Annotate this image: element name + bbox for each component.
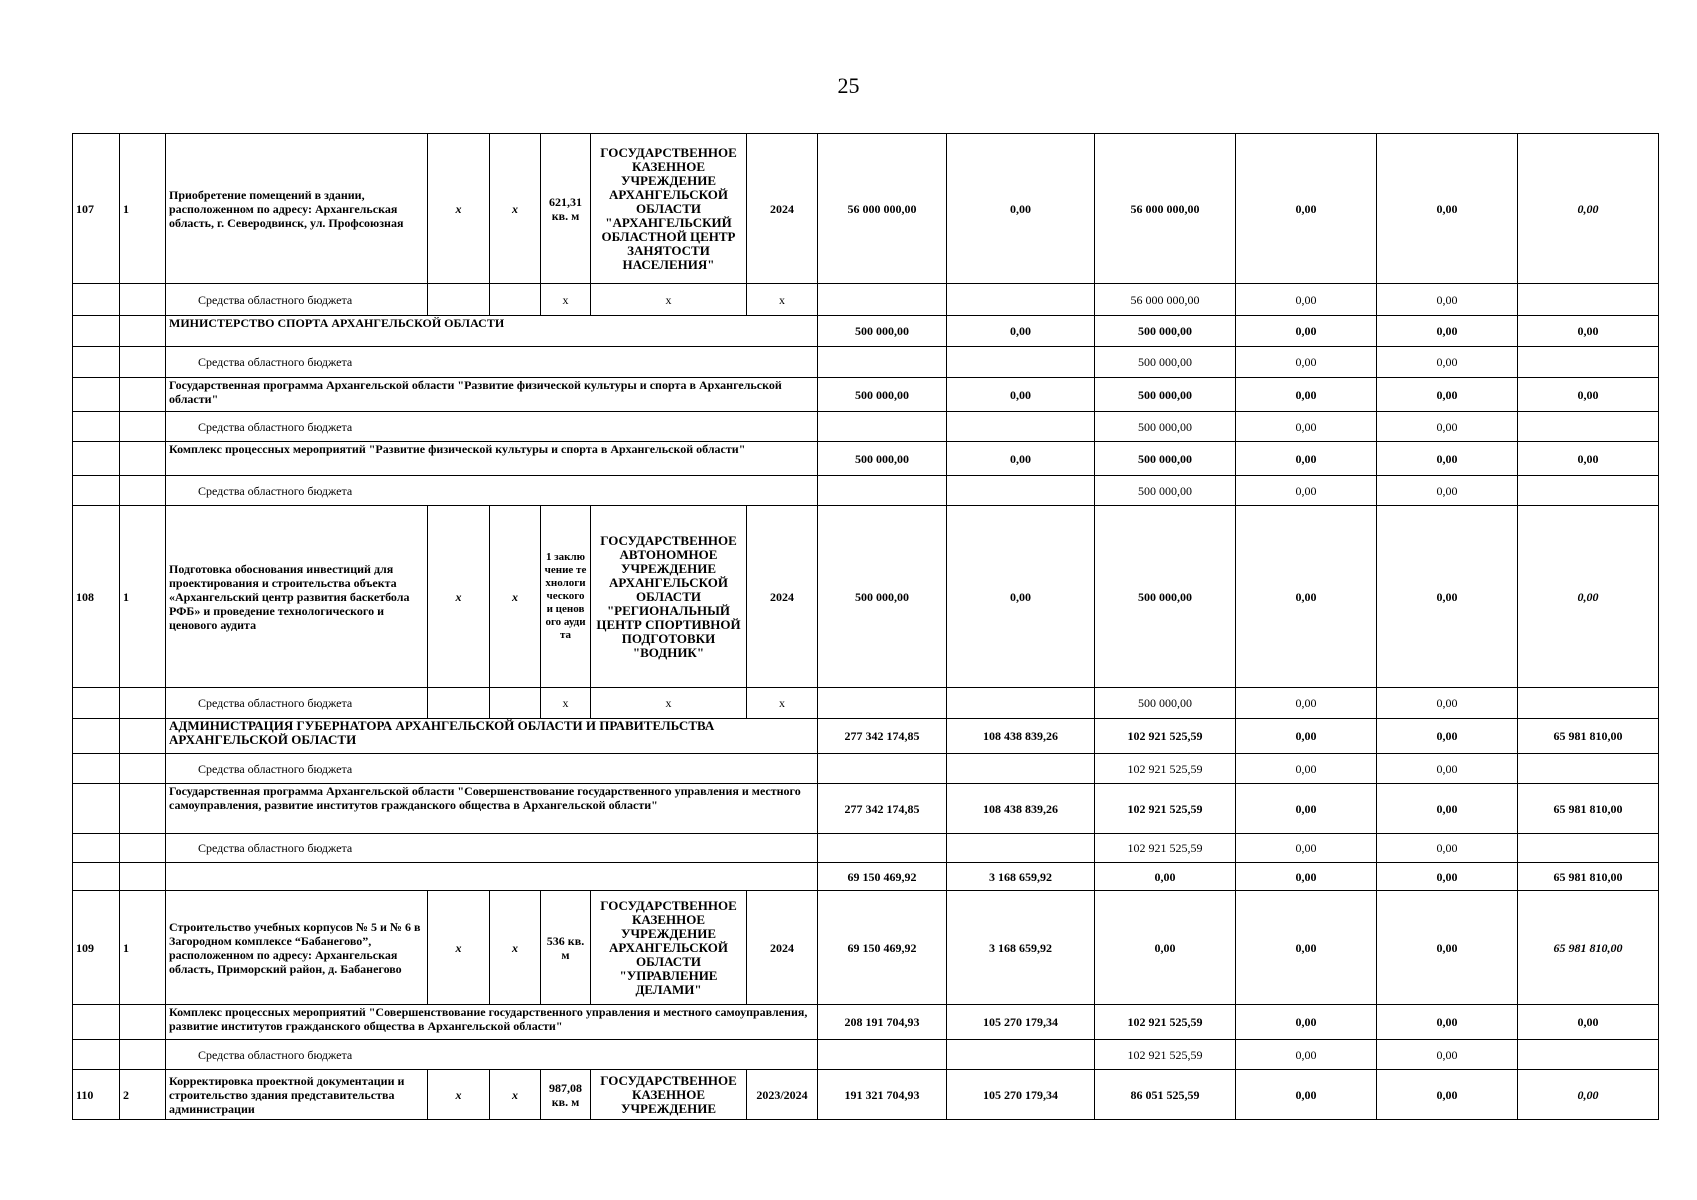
value-3: 0,00: [1236, 1040, 1377, 1070]
value-2: 102 921 525,59: [1095, 1005, 1236, 1040]
value-1: 0,00: [947, 316, 1095, 347]
total: 500 000,00: [818, 378, 947, 412]
value-3: 0,00: [1236, 476, 1377, 506]
value-2: 500 000,00: [1095, 506, 1236, 688]
value-2: 86 051 525,59: [1095, 1070, 1236, 1120]
value-1: 3 168 659,92: [947, 891, 1095, 1005]
capacity: 621,31 кв. м: [541, 134, 591, 284]
value-4: 0,00: [1377, 378, 1518, 412]
value-2: 102 921 525,59: [1095, 719, 1236, 754]
value-5: 0,00: [1518, 1070, 1659, 1120]
value-5: 65 981 810,00: [1518, 891, 1659, 1005]
funding-source: Средства областного бюджета: [166, 834, 818, 863]
value-2: 102 921 525,59: [1095, 754, 1236, 784]
table-row: [73, 442, 1659, 476]
cell-x: x: [747, 284, 818, 316]
value-4: 0,00: [1377, 719, 1518, 754]
value-4: 0,00: [1377, 412, 1518, 442]
value-1: 3 168 659,92: [947, 863, 1095, 891]
value-3: 0,00: [1236, 347, 1377, 378]
year: 2024: [747, 891, 818, 1005]
value-2: 56 000 000,00: [1095, 134, 1236, 284]
program-title: Государственная программа Архангельской области "Развитие физической культуры и спорта в Архангельской области": [166, 378, 818, 412]
row-subnumber: 2: [120, 1070, 166, 1120]
value-5: 65 981 810,00: [1518, 719, 1659, 754]
value-4: 0,00: [1377, 784, 1518, 834]
value-2: 102 921 525,59: [1095, 784, 1236, 834]
section-title: АДМИНИСТРАЦИЯ ГУБЕРНАТОРА АРХАНГЕЛЬСКОЙ ОБЛАСТИ И ПРАВИТЕЛЬСТВА АРХАНГЕЛЬСКОЙ ОБЛАСТИ: [166, 719, 818, 754]
table-row: [73, 1040, 1659, 1070]
value-2: 102 921 525,59: [1095, 1040, 1236, 1070]
value-5: 65 981 810,00: [1518, 863, 1659, 891]
value-3: 0,00: [1236, 1070, 1377, 1120]
table-row: [73, 863, 1659, 891]
value-3: 0,00: [1236, 284, 1377, 316]
table-row: [73, 891, 1659, 1005]
value-4: 0,00: [1377, 863, 1518, 891]
cell-x: x: [490, 891, 541, 1005]
value-1: 0,00: [947, 134, 1095, 284]
cell-x: x: [541, 688, 591, 719]
cell-x: x: [490, 1070, 541, 1120]
value-3: 0,00: [1236, 316, 1377, 347]
total: 500 000,00: [818, 442, 947, 476]
value-2: 500 000,00: [1095, 476, 1236, 506]
row-subnumber: 1: [120, 134, 166, 284]
value-1: 0,00: [947, 506, 1095, 688]
value-3: 0,00: [1236, 506, 1377, 688]
value-4: 0,00: [1377, 1040, 1518, 1070]
value-2: 56 000 000,00: [1095, 284, 1236, 316]
table-row: [73, 134, 1659, 284]
page-number: 25: [837, 73, 860, 98]
value-4: 0,00: [1377, 1005, 1518, 1040]
table-row: [73, 284, 1659, 316]
table-row: [73, 506, 1659, 688]
funding-source: Средства областного бюджета: [166, 476, 818, 506]
recipient: ГОСУДАРСТВЕННОЕ АВТОНОМНОЕ УЧРЕЖДЕНИЕ АРХАНГЕЛЬСКОЙ ОБЛАСТИ "РЕГИОНАЛЬНЫЙ ЦЕНТР СПОРТИВНОЙ ПОДГОТОВКИ "ВОДНИК": [591, 506, 747, 688]
table-row: [73, 688, 1659, 719]
value-2: 102 921 525,59: [1095, 834, 1236, 863]
value-2: 500 000,00: [1095, 442, 1236, 476]
cell-x: x: [747, 688, 818, 719]
table-row: [73, 476, 1659, 506]
object-name: Подготовка обоснования инвестиций для проектирования и строительства объекта «Архангельский центр развития баскетбола РФБ» и проведение технологического и ценового аудита: [166, 506, 428, 688]
value-5: 0,00: [1518, 506, 1659, 688]
section-title: МИНИСТЕРСТВО СПОРТА АРХАНГЕЛЬСКОЙ ОБЛАСТИ: [166, 316, 818, 347]
value-4: 0,00: [1377, 476, 1518, 506]
value-2: 500 000,00: [1095, 412, 1236, 442]
value-3: 0,00: [1236, 412, 1377, 442]
total: 500 000,00: [818, 506, 947, 688]
table-row: [73, 316, 1659, 347]
value-5: 0,00: [1518, 316, 1659, 347]
total: 500 000,00: [818, 316, 947, 347]
total: 69 150 469,92: [818, 863, 947, 891]
value-4: 0,00: [1377, 134, 1518, 284]
cell-x: x: [428, 134, 490, 284]
total: 277 342 174,85: [818, 719, 947, 754]
value-3: 0,00: [1236, 1005, 1377, 1040]
cell-x: x: [428, 506, 490, 688]
value-1: 105 270 179,34: [947, 1005, 1095, 1040]
program-title: Государственная программа Архангельской области "Совершенствование государственного управления и местного самоуправления, развитие институтов гражданского общества в Архангельской области": [166, 784, 818, 834]
value-3: 0,00: [1236, 863, 1377, 891]
cell-x: x: [490, 506, 541, 688]
value-1: 0,00: [947, 378, 1095, 412]
value-4: 0,00: [1377, 754, 1518, 784]
value-1: 108 438 839,26: [947, 784, 1095, 834]
cell-x: x: [428, 1070, 490, 1120]
table-row: [73, 784, 1659, 834]
table-row: [73, 834, 1659, 863]
total: 56 000 000,00: [818, 134, 947, 284]
capacity: 536 кв. м: [541, 891, 591, 1005]
value-3: 0,00: [1236, 754, 1377, 784]
value-2: 0,00: [1095, 863, 1236, 891]
table-row: [73, 754, 1659, 784]
cell-x: x: [591, 688, 747, 719]
table-row: [73, 378, 1659, 412]
funding-source: Средства областного бюджета: [166, 1040, 818, 1070]
value-5: 0,00: [1518, 134, 1659, 284]
object-name: Корректировка проектной документации и строительство здания представительства администрации: [166, 1070, 428, 1120]
program-title: Комплекс процессных мероприятий "Развитие физической культуры и спорта в Архангельской области": [166, 442, 818, 476]
value-2: 500 000,00: [1095, 378, 1236, 412]
value-4: 0,00: [1377, 506, 1518, 688]
value-3: 0,00: [1236, 378, 1377, 412]
value-3: 0,00: [1236, 134, 1377, 284]
cell-x: x: [541, 284, 591, 316]
cell-x: x: [591, 284, 747, 316]
row-number: 108: [73, 506, 120, 688]
value-4: 0,00: [1377, 834, 1518, 863]
value-4: 0,00: [1377, 442, 1518, 476]
budget-table: [72, 133, 1659, 1120]
value-1: 0,00: [947, 442, 1095, 476]
funding-source: Средства областного бюджета: [166, 284, 428, 316]
value-5: 0,00: [1518, 442, 1659, 476]
value-1: 108 438 839,26: [947, 719, 1095, 754]
value-2: 0,00: [1095, 891, 1236, 1005]
value-3: 0,00: [1236, 834, 1377, 863]
value-3: 0,00: [1236, 891, 1377, 1005]
value-4: 0,00: [1377, 284, 1518, 316]
value-4: 0,00: [1377, 1070, 1518, 1120]
value-5: 0,00: [1518, 1005, 1659, 1040]
value-2: 500 000,00: [1095, 347, 1236, 378]
table-row: [73, 1070, 1659, 1120]
value-4: 0,00: [1377, 688, 1518, 719]
object-name: Строительство учебных корпусов № 5 и № 6 в Загородном комплексе “Бабанегово”, расположенном по адресу: Архангельская область, Приморский район, д. Бабанегово: [166, 891, 428, 1005]
value-3: 0,00: [1236, 442, 1377, 476]
recipient: ГОСУДАРСТВЕННОЕ КАЗЕННОЕ УЧРЕЖДЕНИЕ АРХАНГЕЛЬСКОЙ ОБЛАСТИ "УПРАВЛЕНИЕ ДЕЛАМИ": [591, 891, 747, 1005]
funding-source: Средства областного бюджета: [166, 412, 818, 442]
value-3: 0,00: [1236, 688, 1377, 719]
recipient: ГОСУДАРСТВЕННОЕ КАЗЕННОЕ УЧРЕЖДЕНИЕ АРХАНГЕЛЬСКОЙ ОБЛАСТИ "АРХАНГЕЛЬСКИЙ ОБЛАСТНОЙ ЦЕНТР ЗАНЯТОСТИ НАСЕЛЕНИЯ": [591, 134, 747, 284]
table-row: [73, 719, 1659, 754]
funding-source: Средства областного бюджета: [166, 347, 818, 378]
row-subnumber: 1: [120, 891, 166, 1005]
capacity: 1 заключение технологического и ценового аудита: [541, 506, 591, 688]
value-5: 65 981 810,00: [1518, 784, 1659, 834]
row-subnumber: 1: [120, 506, 166, 688]
funding-source: Средства областного бюджета: [166, 688, 428, 719]
cell-x: x: [490, 134, 541, 284]
recipient: ГОСУДАРСТВЕННОЕ КАЗЕННОЕ УЧРЕЖДЕНИЕ: [591, 1070, 747, 1120]
value-1: 105 270 179,34: [947, 1070, 1095, 1120]
value-4: 0,00: [1377, 347, 1518, 378]
value-2: 500 000,00: [1095, 688, 1236, 719]
total: 69 150 469,92: [818, 891, 947, 1005]
year: 2024: [747, 506, 818, 688]
year: 2023/2024: [747, 1070, 818, 1120]
row-number: 110: [73, 1070, 120, 1120]
year: 2024: [747, 134, 818, 284]
object-name: Приобретение помещений в здании, расположенном по адресу: Архангельская область, г. Северодвинск, ул. Профсоюзная: [166, 134, 428, 284]
table-row: [73, 412, 1659, 442]
row-number: 109: [73, 891, 120, 1005]
row-number: 107: [73, 134, 120, 284]
value-5: 0,00: [1518, 378, 1659, 412]
total: 277 342 174,85: [818, 784, 947, 834]
value-2: 500 000,00: [1095, 316, 1236, 347]
capacity: 987,08 кв. м: [541, 1070, 591, 1120]
table-row: [73, 1005, 1659, 1040]
total: 208 191 704,93: [818, 1005, 947, 1040]
value-4: 0,00: [1377, 316, 1518, 347]
total: 191 321 704,93: [818, 1070, 947, 1120]
value-3: 0,00: [1236, 784, 1377, 834]
funding-source: Средства областного бюджета: [166, 754, 818, 784]
table-row: [73, 347, 1659, 378]
value-4: 0,00: [1377, 891, 1518, 1005]
value-3: 0,00: [1236, 719, 1377, 754]
program-title: Комплекс процессных мероприятий "Совершенствование государственного управления и местного самоуправления, развитие институтов гражданского общества в Архангельской области": [166, 1005, 818, 1040]
cell-x: x: [428, 891, 490, 1005]
